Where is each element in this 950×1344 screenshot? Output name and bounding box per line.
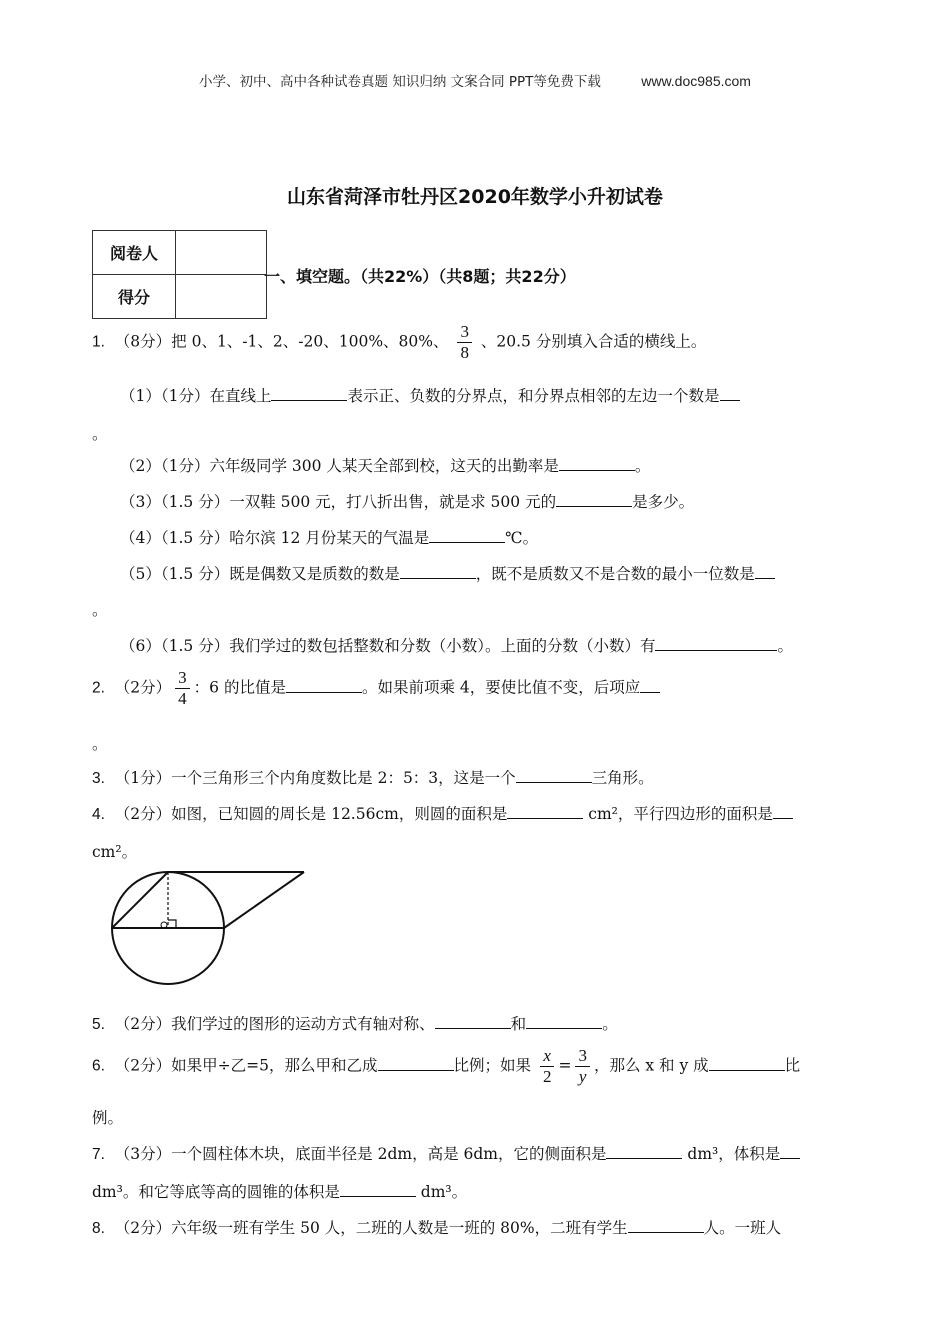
answer-blank[interactable] — [559, 455, 635, 471]
question-1-1: （1）（1分）在直线上 表示正、负数的分界点，和分界点相邻的左边一个数是 — [120, 384, 740, 406]
answer-blank[interactable] — [526, 1013, 602, 1029]
answer-blank[interactable] — [516, 767, 592, 783]
header-text: 小学、初中、高中各种试卷真题 知识归纳 文案合同 PPT等免费下载 — [199, 74, 601, 90]
answer-blank[interactable] — [435, 1013, 511, 1029]
answer-blank[interactable] — [755, 563, 775, 579]
fraction-x-2: $\frac{x}{2}$ — [540, 1046, 555, 1087]
header-url[interactable]: www.doc985.com — [641, 73, 751, 89]
page-title: 山东省菏泽市牡丹区2020年数学小升初试卷 — [287, 186, 663, 208]
question-4: 4. （2分）如图，已知圆的周长是 12.56cm，则圆的面积是 cm²，平行四边形的面积是 — [92, 802, 793, 824]
question-1-4: （4）（1.5 分）哈尔滨 12 月份某天的气温是 ℃。 — [120, 529, 539, 547]
question-6-end: 例。 — [92, 1109, 124, 1127]
question-1-3: （3）（1.5 分）一双鞋 500 元，打八折出售，就是求 500 元的 是多少。 — [120, 493, 695, 511]
question-6: 6. （2分）如果甲÷乙=5，那么甲和乙成 比例；如果 $\frac{x}{2}$ = $\frac{3}{y}$ ，那么 x 和 y 成 比 — [92, 1046, 801, 1086]
answer-blank[interactable] — [507, 803, 583, 819]
question-5: 5. （2分）我们学过的图形的运动方式有轴对称、 和 。 — [92, 1015, 618, 1033]
score-label: 得分 — [93, 275, 176, 319]
answer-blank[interactable] — [640, 677, 660, 693]
parallelogram-right-side — [224, 872, 304, 928]
answer-blank[interactable] — [556, 491, 632, 507]
fraction-3-8: $\frac{3}{8}$ — [457, 322, 472, 363]
answer-blank[interactable] — [720, 385, 740, 401]
question-1-2: （2）（1分）六年级同学 300 人某天全部到校，这天的出勤率是 。 — [120, 457, 651, 475]
question-7-cont: dm³。和它等底等高的圆锥的体积是 dm³。 — [92, 1183, 468, 1201]
question-1-6: （6）（1.5 分）我们学过的数包括整数和分数（小数）。上面的分数（小数）有 。 — [120, 637, 793, 655]
question-1: 1. （8分）把 0、1、-1、2、-20、100%、80%、 $\frac{3}{8}$ 、20.5 分别填入合适的横线上。 — [92, 322, 707, 362]
answer-blank[interactable] — [286, 677, 362, 693]
question-2: 2. （2分） $\frac{3}{4}$ ：6 的比值是 。如果前项乘 4，要使比值不变，后项应 — [92, 668, 660, 709]
right-angle-mark — [168, 920, 176, 928]
answer-blank[interactable] — [378, 1055, 454, 1071]
question-1-1-end: 。 — [92, 425, 108, 443]
answer-blank[interactable] — [780, 1143, 800, 1159]
grader-cell — [176, 231, 267, 275]
question-1-5-end: 。 — [92, 601, 108, 619]
answer-blank[interactable] — [628, 1217, 704, 1233]
answer-blank[interactable] — [655, 635, 777, 651]
answer-blank[interactable] — [429, 527, 505, 543]
question-7: 7. （3分）一个圆柱体木块，底面半径是 2dm，高是 6dm，它的侧面积是 dm³，体积是 — [92, 1142, 800, 1164]
circle-parallelogram-figure — [108, 866, 308, 994]
question-3: 3. （1分）一个三角形三个内角度数比是 2：5：3，这是一个 三角形。 — [92, 769, 654, 787]
answer-blank[interactable] — [271, 385, 347, 401]
answer-blank[interactable] — [709, 1055, 785, 1071]
answer-blank[interactable] — [340, 1181, 416, 1197]
question-8: 8. （2分）六年级一班有学生 50 人，二班的人数是一班的 80%，二班有学生 人。一班人 — [92, 1219, 782, 1237]
fraction-3-y: $\frac{3}{y}$ — [575, 1046, 590, 1087]
question-2-end: 。 — [92, 735, 108, 753]
grader-label: 阅卷人 — [93, 231, 176, 275]
question-1-5: （5）（1.5 分）既是偶数又是质数的数是 ，既不是质数又不是合数的最小一位数是 — [120, 562, 775, 584]
section-heading: 一、填空题。（共22%）（共8题；共22分） — [264, 267, 576, 286]
score-table — [92, 230, 267, 319]
answer-blank[interactable] — [606, 1143, 682, 1159]
answer-blank[interactable] — [400, 563, 476, 579]
fraction-3-4: $\frac{3}{4}$ — [175, 668, 190, 709]
answer-blank[interactable] — [773, 803, 793, 819]
page-header — [0, 70, 950, 90]
question-4-end: cm²。 — [92, 843, 138, 861]
score-cell — [176, 275, 267, 319]
